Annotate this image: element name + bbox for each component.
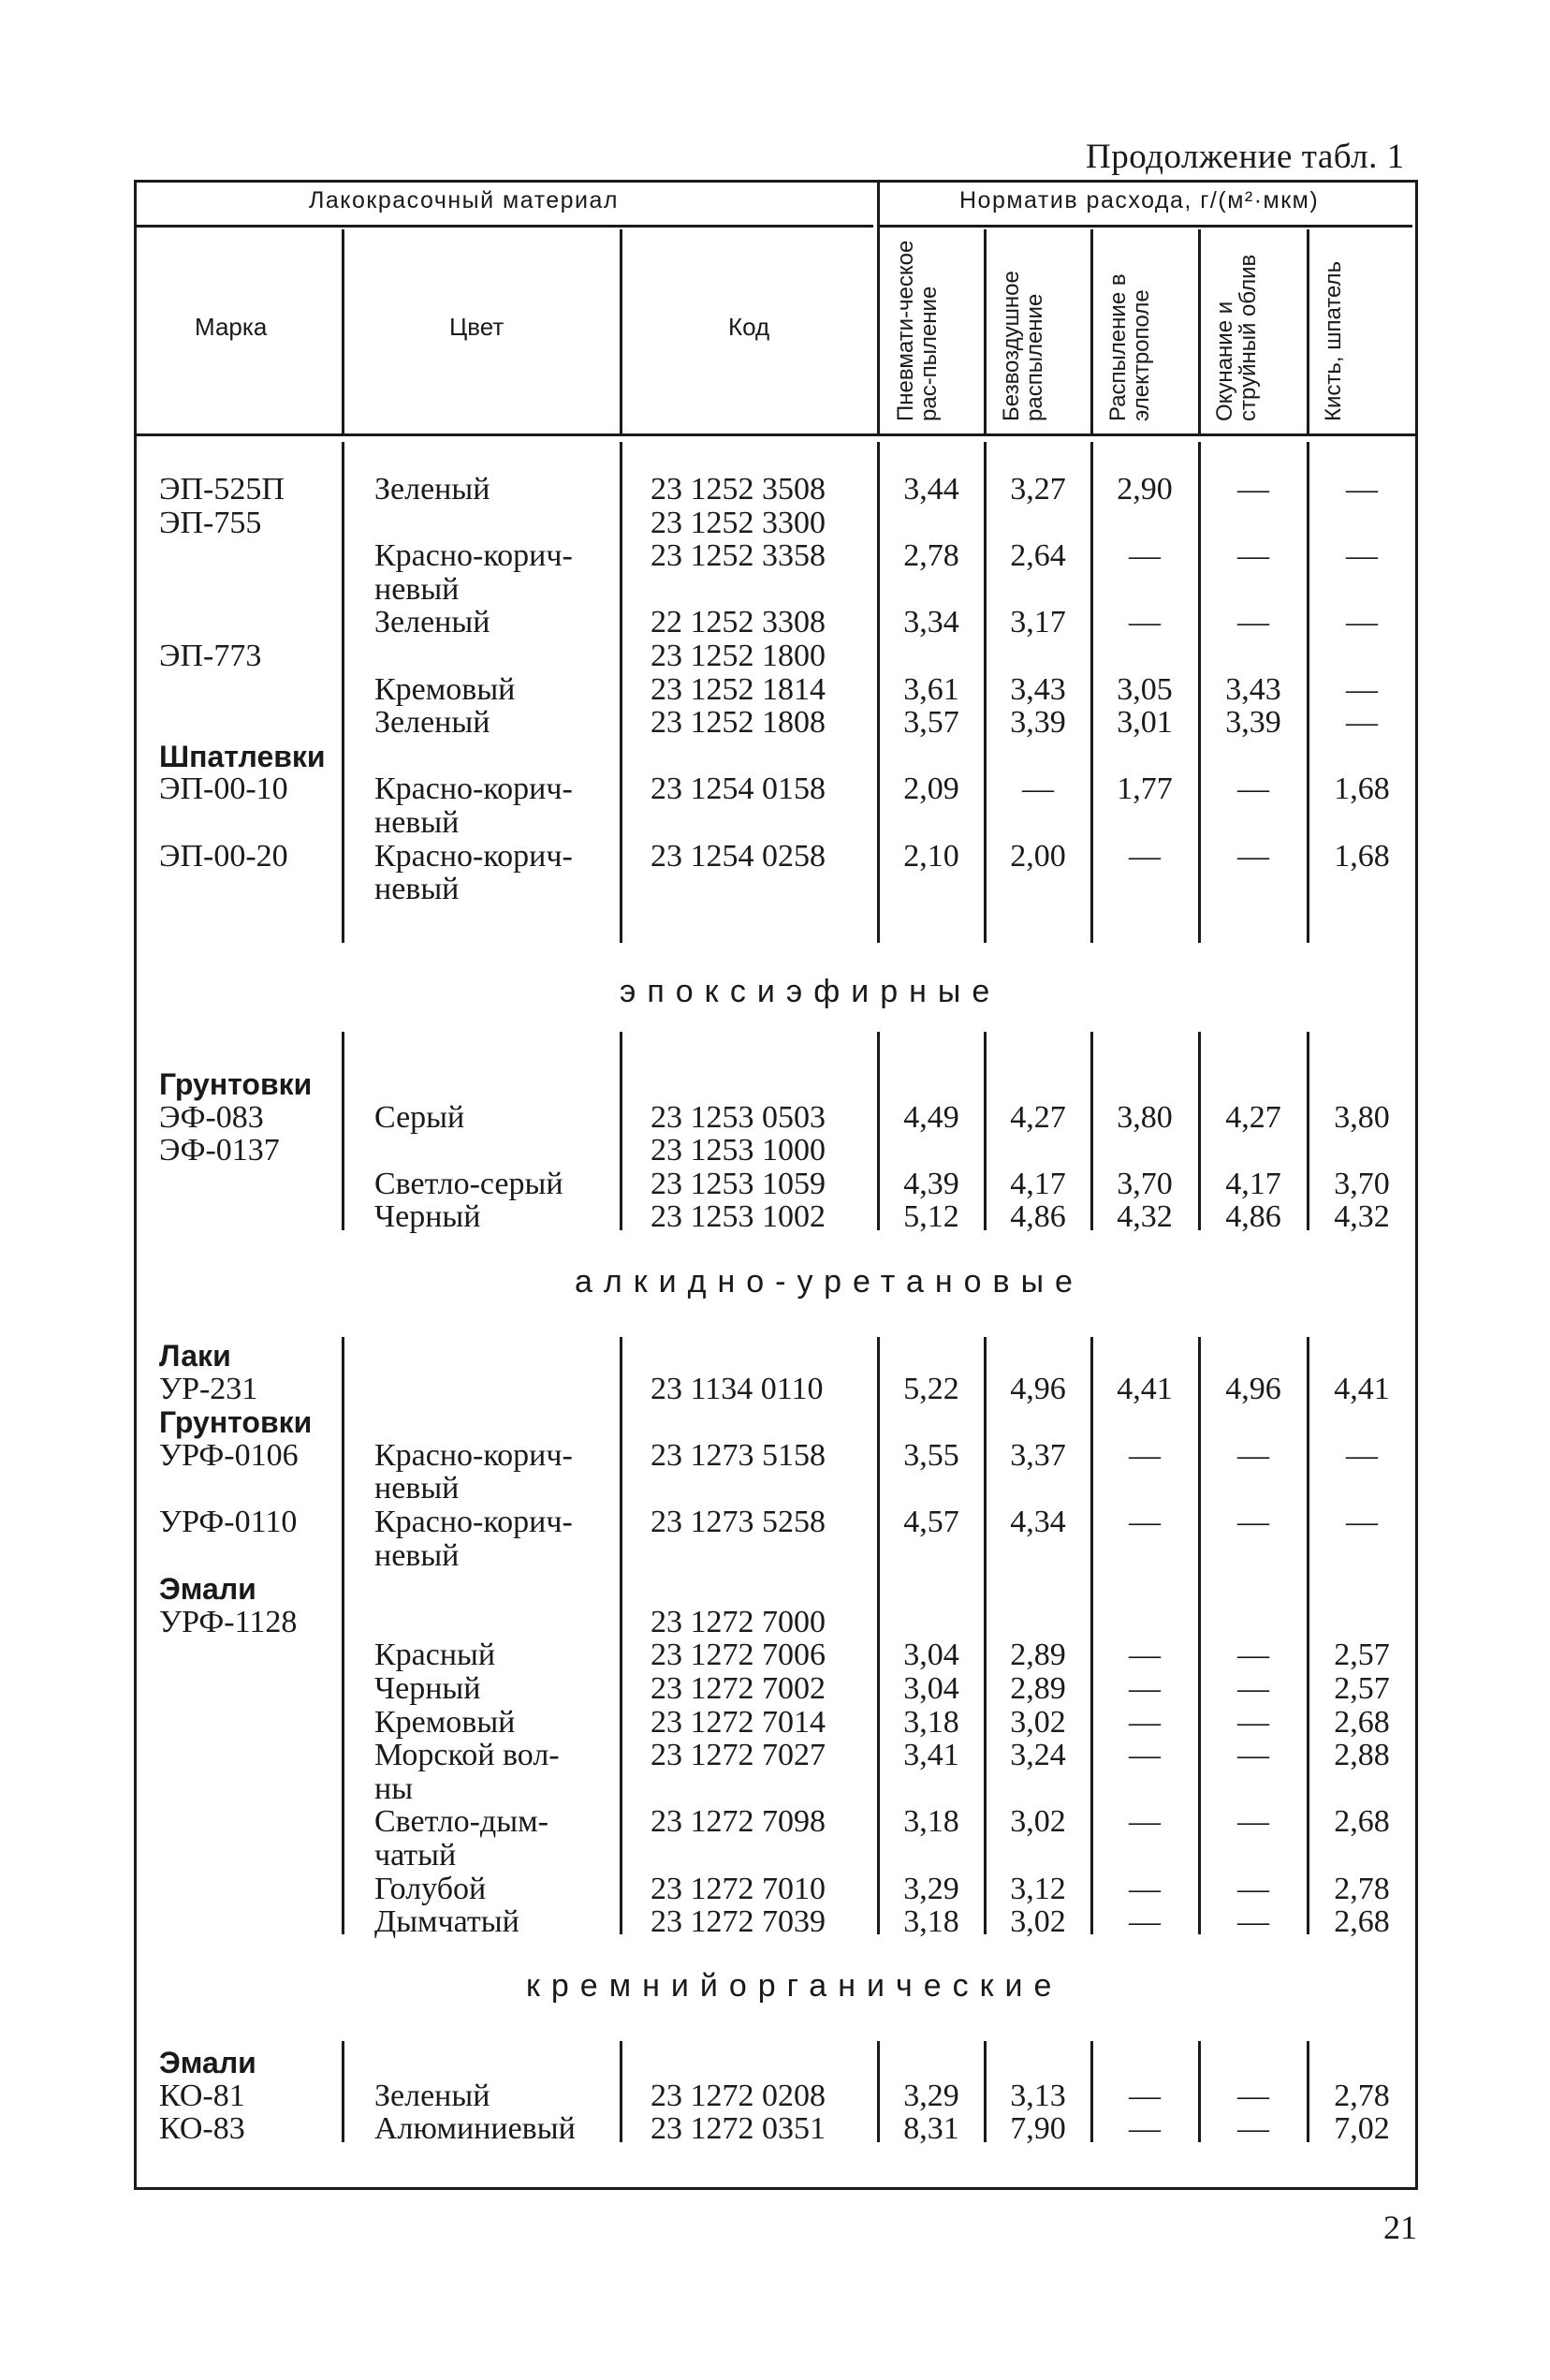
table-left-border (134, 180, 137, 2188)
cell-v2: 3,12 (1010, 1871, 1066, 1906)
cell-v2: 4,27 (1010, 1099, 1066, 1135)
cell-code: 23 1253 1002 (651, 1199, 826, 1235)
cell-v1: 3,57 (903, 705, 959, 741)
cell-v4: — (1237, 1437, 1269, 1473)
cell-mark: ЭФ-083 (159, 1099, 264, 1135)
cell-code: 23 1254 0158 (651, 771, 826, 807)
cell-v5: — (1346, 538, 1378, 574)
cell-color: Красный (374, 1638, 496, 1673)
cell-v3: 4,32 (1117, 1199, 1173, 1235)
cell-code: 23 1254 0258 (651, 838, 826, 874)
header-electro: Распыление в электрополе (1105, 273, 1154, 421)
page-number: 21 (1383, 2209, 1417, 2246)
cell-v5: 7,02 (1334, 2111, 1390, 2147)
cell-color: Красно-корич- (374, 1505, 573, 1539)
cell-code: 23 1252 3300 (651, 505, 826, 540)
cell-v4: — (1237, 2078, 1269, 2113)
cell-v3: — (1129, 1904, 1161, 1940)
cell-v1: 2,78 (903, 538, 959, 574)
cell-mark: ЭП-00-10 (159, 771, 288, 807)
cell-v1: 3,18 (903, 1704, 959, 1740)
cell-v4: 4,86 (1225, 1199, 1281, 1235)
cell-v3: — (1129, 1804, 1161, 1840)
cell-v2: 3,02 (1010, 1904, 1066, 1940)
cell-code: 23 1272 7002 (651, 1671, 826, 1706)
cell-mark: КО-81 (159, 2078, 245, 2113)
cell-v5: 2,57 (1334, 1638, 1390, 1673)
section-title-organosilicon: кремнийорганические (526, 1968, 1063, 2004)
cell-color: невый (374, 805, 460, 840)
cell-v5: 4,32 (1334, 1199, 1390, 1235)
cell-mark: Грунтовки (159, 1067, 313, 1101)
cell-v3: 3,70 (1117, 1166, 1173, 1201)
cell-v5: 2,88 (1334, 1738, 1390, 1773)
cell-v2: 2,89 (1010, 1638, 1066, 1673)
cell-mark: УРФ-1128 (159, 1604, 298, 1639)
cell-v5: 1,68 (1334, 771, 1390, 807)
cell-color: Кремовый (374, 671, 516, 707)
header-sep-6 (1198, 229, 1201, 433)
cell-color: Морской вол- (374, 1738, 560, 1773)
cell-v1: 8,31 (903, 2111, 959, 2147)
cell-mark: УРФ-0110 (159, 1505, 298, 1539)
cell-v2: 4,34 (1010, 1505, 1066, 1539)
cell-v2: 3,02 (1010, 1704, 1066, 1740)
cell-color: Красно-корич- (374, 1437, 573, 1473)
cell-color: Зеленый (374, 705, 490, 741)
cell-v5: 1,68 (1334, 838, 1390, 874)
cell-code: 23 1252 3358 (651, 538, 826, 574)
cell-mark: Шпатлевки (159, 739, 326, 773)
header-bottom-rule (134, 433, 1418, 436)
cell-v2: 2,64 (1010, 538, 1066, 574)
cell-v4: — (1237, 838, 1269, 874)
cell-v4: — (1237, 771, 1269, 807)
cell-v4: 3,39 (1225, 705, 1281, 741)
cell-mark: УР-231 (159, 1371, 258, 1406)
cell-mark: Эмали (159, 1572, 256, 1607)
header-norm-rule (879, 225, 1412, 228)
cell-code: 23 1253 0503 (651, 1099, 826, 1135)
header-code: Код (728, 313, 770, 341)
cell-v1: 2,10 (903, 838, 959, 874)
cell-color: Дымчатый (374, 1904, 519, 1940)
cell-code: 23 1134 0110 (651, 1371, 824, 1406)
cell-v2: 7,90 (1010, 2111, 1066, 2147)
cell-color: Красно-корич- (374, 538, 573, 574)
cell-v4: — (1237, 1638, 1269, 1673)
header-sep-4 (984, 229, 987, 433)
cell-code: 22 1252 3308 (651, 605, 826, 640)
header-color: Цвет (449, 313, 504, 341)
header-sep-1 (342, 229, 344, 433)
table-bottom-rule (134, 2187, 1418, 2190)
cell-color: Светло-дым- (374, 1804, 548, 1840)
header-sep-7 (1307, 229, 1309, 433)
cell-mark: УРФ-0106 (159, 1437, 299, 1473)
cell-color: Черный (374, 1671, 481, 1706)
cell-v2: 3,27 (1010, 472, 1066, 507)
cell-v1: 3,41 (903, 1738, 959, 1773)
cell-v2: — (1022, 771, 1054, 807)
cell-code: 23 1272 0208 (651, 2078, 826, 2113)
cell-code: 23 1272 7027 (651, 1738, 826, 1773)
cell-color: Кремовый (374, 1704, 516, 1740)
cell-v5: 2,68 (1334, 1804, 1390, 1840)
cell-code: 23 1272 0351 (651, 2111, 826, 2147)
cell-mark: Лаки (159, 1339, 231, 1373)
header-brush: Кисть, шпатель (1321, 260, 1346, 421)
cell-v3: — (1129, 838, 1161, 874)
cell-v2: 3,43 (1010, 671, 1066, 707)
cell-color: Алюминиевый (374, 2111, 576, 2147)
cell-color: невый (374, 1471, 460, 1506)
table-caption: Продолжение табл. 1 (1086, 138, 1405, 176)
cell-mark: Грунтовки (159, 1405, 313, 1440)
cell-v5: 2,68 (1334, 1704, 1390, 1740)
cell-v2: 2,89 (1010, 1671, 1066, 1706)
cell-v5: 4,41 (1334, 1371, 1390, 1406)
cell-code: 23 1252 1814 (651, 671, 826, 707)
cell-v1: 3,04 (903, 1671, 959, 1706)
cell-color: Черный (374, 1199, 481, 1235)
cell-v5: 2,78 (1334, 1871, 1390, 1906)
cell-v3: 4,41 (1117, 1371, 1173, 1406)
cell-v4: — (1237, 472, 1269, 507)
cell-v1: 3,29 (903, 1871, 959, 1906)
header-material-rule (134, 225, 873, 228)
section-title-alkyd-urethane: алкидно-уретановые (575, 1264, 1084, 1300)
cell-v5: — (1346, 705, 1378, 741)
cell-v3: — (1129, 1704, 1161, 1740)
cell-v5: — (1346, 605, 1378, 640)
cell-v5: 3,80 (1334, 1099, 1390, 1135)
cell-code: 23 1253 1000 (651, 1133, 826, 1168)
cell-v2: 3,39 (1010, 705, 1066, 741)
cell-code: 23 1252 1800 (651, 639, 826, 673)
cell-v3: — (1129, 2111, 1161, 2147)
cell-v3: — (1129, 1638, 1161, 1673)
cell-code: 23 1272 7098 (651, 1804, 826, 1840)
cell-v2: 4,96 (1010, 1371, 1066, 1406)
cell-code: 23 1253 1059 (651, 1166, 826, 1201)
cell-v4: — (1237, 538, 1269, 574)
cell-v5: 2,78 (1334, 2078, 1390, 2113)
cell-v1: 3,18 (903, 1904, 959, 1940)
cell-v5: — (1346, 671, 1378, 707)
cell-v2: 2,00 (1010, 838, 1066, 874)
cell-code: 23 1272 7010 (651, 1871, 826, 1906)
cell-v1: 3,29 (903, 2078, 959, 2113)
cell-v3: 3,05 (1117, 671, 1173, 707)
cell-mark: ЭП-00-20 (159, 838, 288, 874)
cell-v4: 3,43 (1225, 671, 1281, 707)
cell-v1: 2,09 (903, 771, 959, 807)
cell-code: 23 1273 5158 (651, 1437, 826, 1473)
cell-v4: 4,96 (1225, 1371, 1281, 1406)
header-top-rule (134, 180, 1418, 183)
cell-v1: 5,12 (903, 1199, 959, 1235)
cell-v3: — (1129, 1738, 1161, 1773)
cell-code: 23 1252 1808 (651, 705, 826, 741)
cell-mark: ЭП-525П (159, 472, 285, 507)
cell-v1: 5,22 (903, 1371, 959, 1406)
cell-color: Зеленый (374, 605, 490, 640)
cell-v2: 3,17 (1010, 605, 1066, 640)
cell-v1: 4,57 (903, 1505, 959, 1539)
cell-v5: — (1346, 1437, 1378, 1473)
cell-mark: ЭП-773 (159, 639, 262, 673)
cell-v4: — (1237, 1704, 1269, 1740)
cell-v3: — (1129, 2078, 1161, 2113)
header-sep-3 (877, 180, 880, 433)
cell-code: 23 1273 5258 (651, 1505, 826, 1539)
section-title-epoxyester: эпоксиэфирные (620, 974, 1002, 1009)
cell-v4: — (1237, 605, 1269, 640)
header-dip: Окунание и струйный облив (1212, 254, 1261, 421)
cell-mark: Эмали (159, 2046, 256, 2079)
cell-code: 23 1252 3508 (651, 472, 826, 507)
cell-v4: — (1237, 2111, 1269, 2147)
cell-mark: ЭФ-0137 (159, 1133, 280, 1168)
cell-v3: — (1129, 1671, 1161, 1706)
cell-v4: — (1237, 1671, 1269, 1706)
cell-code: 23 1272 7000 (651, 1604, 826, 1639)
header-pneumatic: Пневмати-ческое рас-пыление (893, 240, 942, 421)
cell-v1: 4,39 (903, 1166, 959, 1201)
cell-color: чатый (374, 1838, 457, 1873)
cell-code: 23 1272 7006 (651, 1638, 826, 1673)
cell-v3: 2,90 (1117, 472, 1173, 507)
cell-v2: 3,24 (1010, 1738, 1066, 1773)
cell-v3: — (1129, 1505, 1161, 1539)
cell-v5: 2,57 (1334, 1671, 1390, 1706)
cell-v2: 4,86 (1010, 1199, 1066, 1235)
cell-v3: — (1129, 605, 1161, 640)
header-airless: Безвоздушное распыление (999, 271, 1047, 421)
cell-v3: 3,01 (1117, 705, 1173, 741)
cell-v1: 3,18 (903, 1804, 959, 1840)
cell-v2: 3,37 (1010, 1437, 1066, 1473)
cell-v3: — (1129, 1871, 1161, 1906)
cell-color: невый (374, 1537, 460, 1573)
cell-v4: — (1237, 1904, 1269, 1940)
cell-v1: 4,49 (903, 1099, 959, 1135)
cell-mark: КО-83 (159, 2111, 245, 2147)
header-sep-5 (1090, 229, 1093, 433)
cell-color: Голубой (374, 1871, 487, 1906)
cell-color: ны (374, 1770, 414, 1806)
cell-code: 23 1272 7014 (651, 1704, 826, 1740)
header-mark: Марка (195, 313, 268, 341)
header-material-group: Лакокрасочный материал (309, 187, 619, 213)
cell-color: Зеленый (374, 472, 490, 507)
cell-v3: 3,80 (1117, 1099, 1173, 1135)
header-norm-group: Норматив расхода, г/(м²·мкм) (959, 187, 1320, 213)
cell-v5: — (1346, 472, 1378, 507)
cell-code: 23 1272 7039 (651, 1904, 826, 1940)
cell-v4: 4,27 (1225, 1099, 1281, 1135)
cell-v3: — (1129, 538, 1161, 574)
cell-color: невый (374, 872, 460, 907)
cell-v5: 3,70 (1334, 1166, 1390, 1201)
cell-v4: — (1237, 1804, 1269, 1840)
cell-color: Светло-серый (374, 1166, 563, 1201)
cell-v1: 3,61 (903, 671, 959, 707)
cell-v2: 4,17 (1010, 1166, 1066, 1201)
cell-v1: 3,55 (903, 1437, 959, 1473)
cell-v1: 3,34 (903, 605, 959, 640)
table-right-border (1415, 180, 1418, 2188)
header-sep-2 (620, 229, 622, 433)
cell-v5: — (1346, 1505, 1378, 1539)
cell-v5: 2,68 (1334, 1904, 1390, 1940)
cell-v4: — (1237, 1738, 1269, 1773)
cell-v2: 3,02 (1010, 1804, 1066, 1840)
cell-v2: 3,13 (1010, 2078, 1066, 2113)
cell-v3: — (1129, 1437, 1161, 1473)
cell-color: Красно-корич- (374, 838, 573, 874)
cell-v1: 3,04 (903, 1638, 959, 1673)
cell-color: Серый (374, 1099, 465, 1135)
cell-color: Зеленый (374, 2078, 490, 2113)
cell-v4: 4,17 (1225, 1166, 1281, 1201)
cell-v4: — (1237, 1871, 1269, 1906)
cell-v4: — (1237, 1505, 1269, 1539)
cell-color: Красно-корич- (374, 771, 573, 807)
cell-v1: 3,44 (903, 472, 959, 507)
cell-v3: 1,77 (1117, 771, 1173, 807)
cell-mark: ЭП-755 (159, 505, 262, 540)
cell-color: невый (374, 571, 460, 607)
